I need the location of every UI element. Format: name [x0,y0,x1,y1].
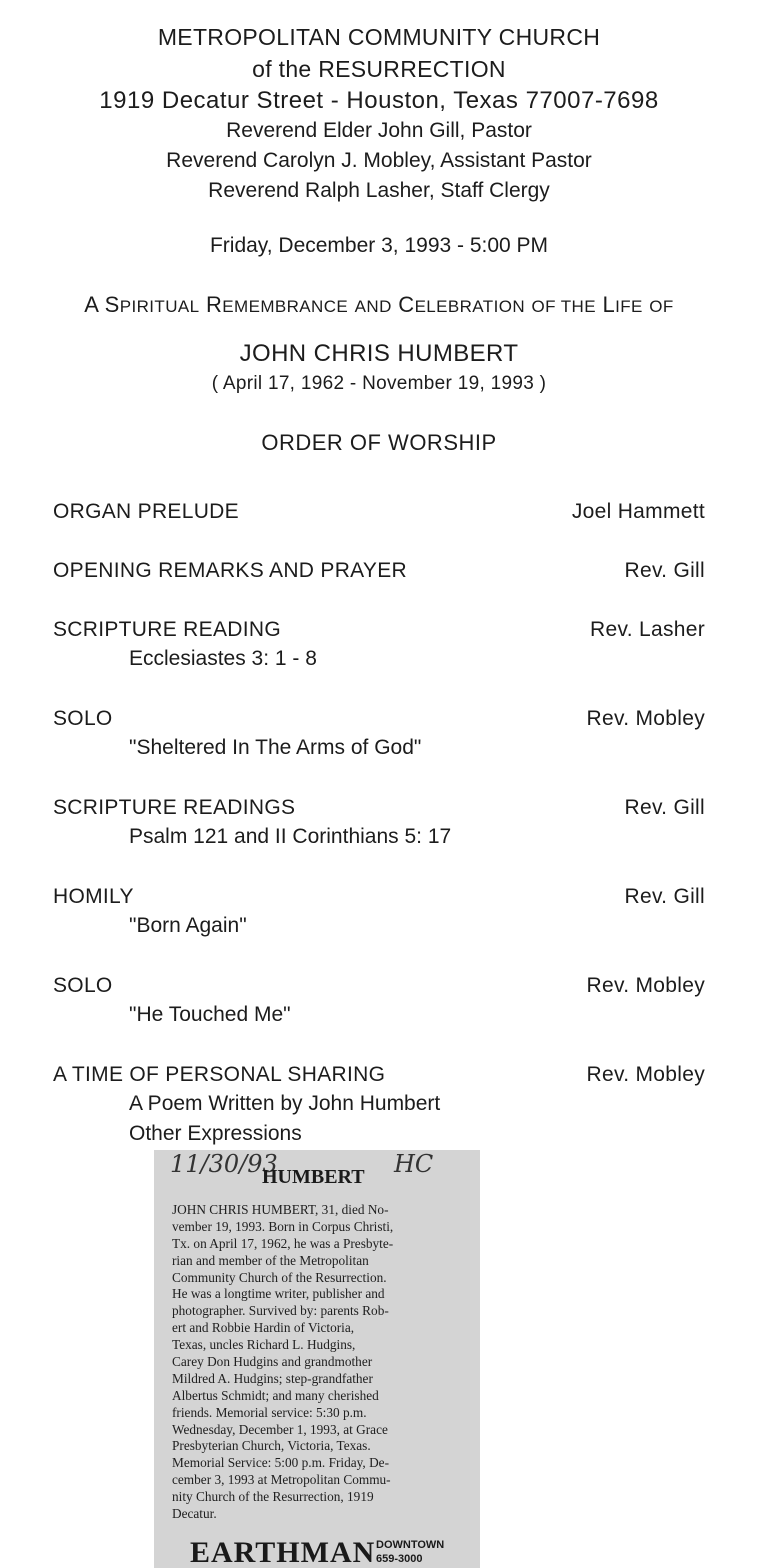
worship-item-label: SOLO [53,707,113,730]
worship-item-detail: "He Touched Me" [129,1003,291,1026]
celebration-title [0,292,758,318]
worship-item-detail: Psalm 121 and II Corinthians 5: 17 [129,825,452,848]
worship-item-leader: Rev. Gill [624,796,705,819]
worship-item-leader: Rev. Mobley [586,1063,705,1086]
worship-item-leader: Rev. Mobley [586,974,705,997]
newspaper-obituary-clipping [154,1150,480,1568]
celebration-word: CELEBRATION [398,292,525,317]
obituary-line: Carey Don Hudgins and grandmother [172,1354,373,1370]
worship-item-label: SOLO [53,974,113,997]
celebration-word: OF THE [531,297,596,316]
handwritten-note: HC [394,1150,434,1178]
worship-item [53,972,705,1030]
obituary-line: Albertus Schmidt; and many cherished [172,1387,379,1403]
obituary-line: Mildred A. Hudgins; step-grandfather [172,1370,373,1386]
worship-item [53,705,705,763]
worship-item-detail: A Poem Written by John Humbert [129,1092,441,1115]
obituary-line: Community Church of the Resurrection. [172,1269,387,1285]
funeral-home-contact [376,1538,444,1566]
church-name: METROPOLITAN COMMUNITY CHURCH [157,24,601,50]
obituary-line: Wednesday, December 1, 1993, at Grace [172,1421,388,1437]
obituary-line: Tx. on April 17, 1962, he was a Presbyte- [172,1235,394,1251]
worship-item [53,883,705,941]
worship-item [53,794,705,852]
order-of-worship-title: ORDER OF WORSHIP [261,430,497,455]
obituary-line: He was a longtime writer, publisher and [172,1286,385,1302]
worship-item-leader: Rev. Gill [624,885,705,908]
obituary-line: photographer. Survived by: parents Rob- [172,1303,389,1319]
worship-item-leader: Rev. Mobley [586,707,705,730]
worship-item-label: A TIME OF PERSONAL SHARING [53,1063,386,1086]
obituary-line: JOHN CHRIS HUMBERT, 31, died No- [172,1202,389,1217]
celebration-word: AND [354,297,392,316]
worship-item-label: OPENING REMARKS AND PRAYER [53,559,407,582]
worship-item-label: HOMILY [53,885,134,908]
obituary-line: Texas, uncles Richard L. Hudgins, [172,1337,356,1353]
celebration-word: LIFE [602,292,643,317]
celebration-word: A [84,292,99,317]
obituary-line: Presbyterian Church, Victoria, Texas. [172,1438,371,1454]
obituary-line: cember 3, 1993 at Metropolitan Commu- [172,1472,391,1488]
life-dates: ( April 17, 1962 - November 19, 1993 ) [211,373,547,394]
church-address: 1919 Decatur Street - Houston, Texas 77007-7698 [99,87,659,114]
clergy-assistant-pastor: Reverend Carolyn J. Mobley, Assistant Pastor [166,149,592,172]
celebration-word: OF [649,297,674,316]
obituary-line: Memorial Service: 5:00 p.m. Friday, De- [172,1455,390,1471]
obituary-line: ert and Robbie Hardin of Victoria, [172,1320,355,1336]
obituary-line: Decatur. [172,1506,217,1522]
worship-item-label: SCRIPTURE READINGS [53,796,296,819]
funeral-home-location: DOWNTOWN [376,1539,445,1551]
worship-item [53,557,705,585]
deceased-name: JOHN CHRIS HUMBERT [239,340,519,367]
funeral-home-name: EARTHMAN [190,1536,376,1568]
clergy-pastor: Reverend Elder John Gill, Pastor [226,119,532,142]
service-date: Friday, December 3, 1993 - 5:00 PM [209,234,549,257]
celebration-word: REMEMBRANCE [205,292,349,317]
worship-item-label: ORGAN PRELUDE [53,500,239,523]
funeral-home-phone: 659-3000 [376,1553,423,1565]
worship-item [53,1061,705,1149]
worship-item-leader: Joel Hammett [571,500,705,523]
obituary-line: vember 19, 1993. Born in Corpus Christi, [172,1218,394,1234]
worship-item-detail: Ecclesiastes 3: 1 - 8 [129,647,317,670]
worship-item [53,616,705,674]
obituary-body [172,1202,464,1523]
worship-item-label: SCRIPTURE READING [53,618,281,641]
worship-item-detail: "Born Again" [129,914,247,937]
worship-item-leader: Rev. Gill [624,559,705,582]
worship-item [53,498,705,526]
obituary-line: nity Church of the Resurrection, 1919 [172,1489,374,1505]
handwritten-date: 11/30/93 [170,1150,278,1178]
worship-item-detail: Other Expressions [129,1122,302,1145]
obituary-line: rian and member of the Metropolitan [172,1252,369,1268]
obituary-line: friends. Memorial service: 5:30 p.m. [172,1404,367,1420]
obituary-title: HUMBERT [262,1166,365,1188]
celebration-word: SPIRITUAL [104,292,200,317]
church-name-line2: of the RESURRECTION [252,56,506,82]
clergy-staff: Reverend Ralph Lasher, Staff Clergy [208,179,550,202]
worship-item-leader: Rev. Lasher [590,618,705,641]
worship-item-detail: "Sheltered In The Arms of God" [129,736,422,759]
